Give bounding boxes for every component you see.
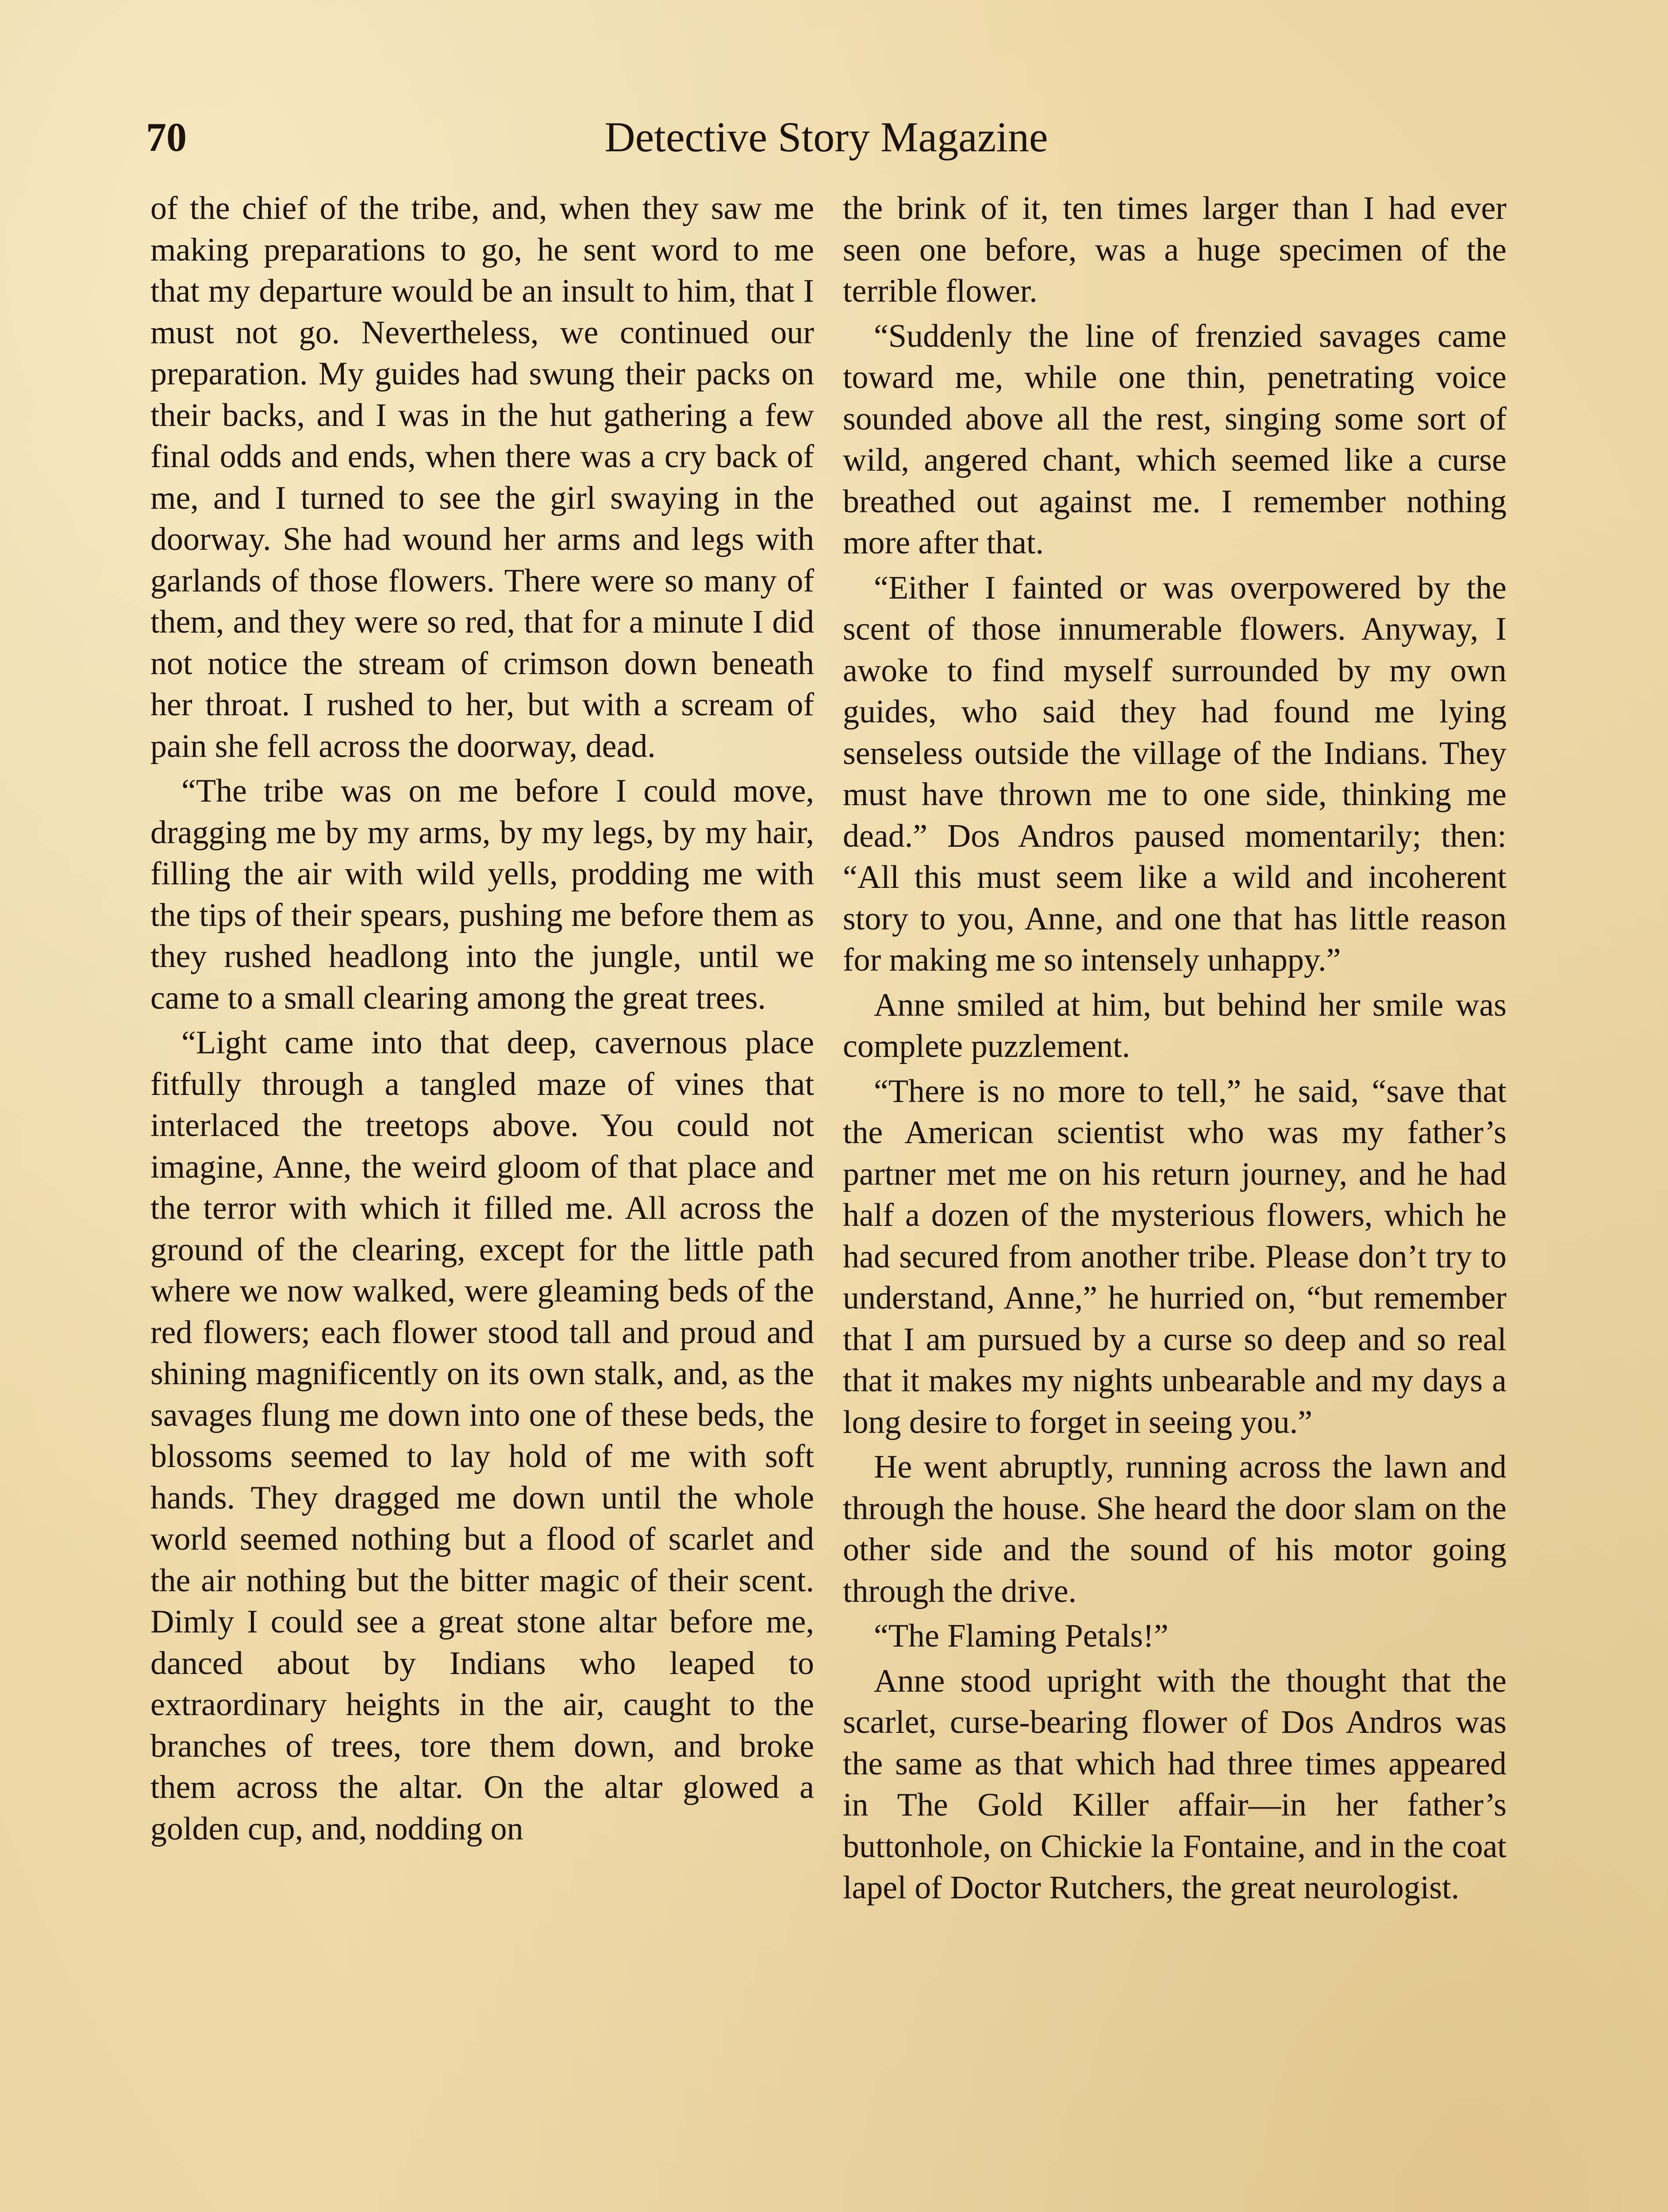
paragraph: “The tribe was on me before I could move, dragging me by my arms, by my legs, by my hair, filling the air with wild yells, prodding me with the tips of their spears, pushing me before them as they rushed headlong into the jungle, until we came to a small clearing among the great trees.: [150, 773, 814, 1016]
page-header: [146, 104, 1507, 170]
right-column: [843, 188, 1507, 1912]
paragraph: “Either I fainted or was overpowered by the scent of those innumerable flowers. Anyway, I awoke to find myself surrounded by my own guides, who said they had found me lying senseless outside the village of the Indians. They must have thrown me to one side, thinking me dead.” Dos Andros paused momentarily; then: “All this must seem like a wild and incoherent story to you, Anne, and one that has little reason for making me so intensely unhappy.”: [843, 569, 1507, 978]
paragraph: Anne stood upright with the thought that the scarlet, curse-bearing flower of Dos Andros was the same as that which had three times appeared in The Gold Killer affair—in her father’s buttonhole, on Chickie la Fontaine, and in the coat lapel of Doctor Rutchers, the great neurologist.: [843, 1663, 1507, 1906]
paragraph: He went abruptly, running across the lawn and through the house. She heard the door slam on the other side and the sound of his motor going through the drive.: [843, 1449, 1507, 1609]
paragraph: “There is no more to tell,” he said, “save that the American scientist who was my father’s partner met me on his return journey, and he had half a dozen of the mysterious flowers, which he had secured from another tribe. Please don’t try to understand, Anne,” he hurried on, “but remember that I am pursued by a curse so deep and so real that it makes my nights unbearable and my days a long desire to forget in seeing you.”: [843, 1073, 1507, 1440]
paragraph: “Light came into that deep, cavernous place fitfully through a tangled maze of vines that interlaced the treetops above. You could not imagine, Anne, the weird gloom of that place and the terror with which it filled me. All across the ground of the clearing, except for the little path where we now walked, were gleaming beds of the red flowers; each flower stood tall and proud and shining magnificently on its own stalk, and, as the savages flung me down into one of these beds, the blossoms seemed to lay hold of me with soft hands. They dragged me down until the whole world seemed nothing but a flood of scarlet and the air nothing but the bitter magic of their scent. Dimly I could see a great stone altar before me, danced about by Indians who leaped to extraordinary heights in the air, caught to the branches of trees, tore them down, and broke them across the altar. On the altar glowed a golden cup, and, nodding on: [150, 1025, 814, 1847]
running-head: Detective Story Magazine: [604, 113, 1048, 161]
paragraph: Anne smiled at him, but behind her smile was complete puzzlement.: [843, 987, 1507, 1064]
paragraph: “The Flaming Petals!”: [874, 1618, 1168, 1654]
paragraph: of the chief of the tribe, and, when they saw me making preparations to go, he sent word to me that my departure would be an insult to him, that I must not go. Nevertheless, we continued our preparation. My guides had swung their packs on their backs, and I was in the hut gathering a few final odds and ends, when there was a cry back of me, and I turned to see the girl swaying in the doorway. She had wound her arms and legs with garlands of those flowers. There were so many of them, and they were so red, that for a minute I did not notice the stream of crimson down beneath her throat. I rushed to her, but with a scream of pain she fell across the doorway, dead.: [150, 190, 814, 764]
paragraph: the brink of it, ten times larger than I had ever seen one before, was a huge specimen of the terrible flower.: [843, 190, 1507, 309]
left-column: [150, 188, 814, 1853]
paragraph: “Suddenly the line of frenzied savages came toward me, while one thin, penetrating voice sounded above all the rest, singing some sort of wild, angered chant, which seemed like a curse breathed out against me. I remember nothing more after that.: [843, 318, 1507, 561]
page-number: 70: [146, 115, 187, 160]
